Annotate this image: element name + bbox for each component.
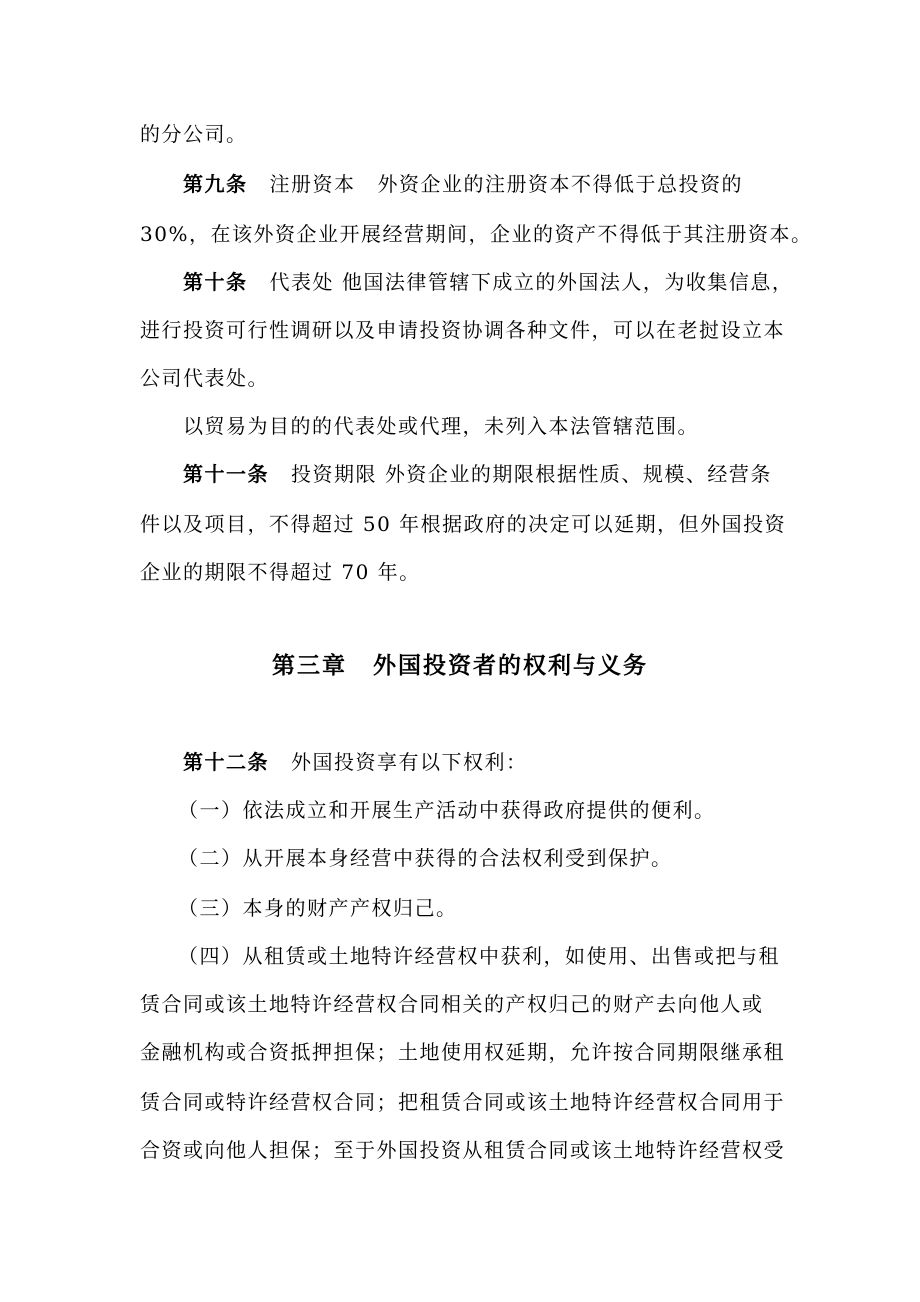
article-10-heading: 第十条 <box>183 270 248 294</box>
article-9-text: 外资企业的注册资本不得低于总投资的 <box>377 172 743 196</box>
article-10-text: 代表处 他国法律管辖下成立的外国法人，为收集信息， <box>269 270 794 294</box>
list-item-text: （二）从开展本身经营中获得的合法权利受到保护。 <box>178 846 673 870</box>
chapter-title: 外国投资者的权利与义务 <box>373 652 648 679</box>
article-10-note-text: 以贸易为目的的代表处或代理，未列入本法管辖范围。 <box>183 414 699 438</box>
chapter-heading <box>0 652 920 680</box>
article-11-heading: 第十一条 <box>183 462 269 486</box>
list-item-4-line-1 <box>178 944 790 968</box>
article-12-heading: 第十二条 <box>183 750 269 774</box>
list-item-text: 赁合同或该土地特许经营权合同相关的产权归己的财产去向他人或 <box>140 992 764 1016</box>
list-item-4-line-4 <box>140 1090 790 1114</box>
list-item-text: 合资或向他人担保；至于外国投资从租赁合同或该土地特许经营权受 <box>140 1138 785 1162</box>
list-item-text: 赁合同或特许经营权合同；把租赁合同或该土地特许经营权合同用于 <box>140 1090 785 1114</box>
article-9-topic: 注册资本 <box>269 172 356 196</box>
list-item <box>178 846 828 870</box>
article-9-text: 30%，在该外资企业开展经营期间，企业的资产不得低于其注册资本。 <box>140 222 813 246</box>
article-11-text: 企业的期限不得超过 70 年。 <box>140 560 421 584</box>
paragraph-continuation <box>140 122 790 146</box>
article-11-text: 件以及项目，不得超过 50 年根据政府的决定可以延期，但外国投资 <box>140 512 787 536</box>
article-10-line-1 <box>183 270 794 294</box>
article-11-line-1 <box>183 462 790 486</box>
article-10-note <box>183 414 790 438</box>
list-item-4-line-5 <box>140 1138 790 1162</box>
article-11-text: 投资期限 外资企业的期限根据性质、规模、经营条 <box>291 462 772 486</box>
chapter-number: 第三章 <box>272 652 347 679</box>
article-10-line-3 <box>140 366 790 390</box>
article-10-text: 公司代表处。 <box>140 366 269 390</box>
list-item-text: （三）本身的财产产权归己。 <box>178 896 458 920</box>
list-item-text: （一）依法成立和开展生产活动中获得政府提供的便利。 <box>178 798 716 822</box>
article-11-line-3 <box>140 560 790 584</box>
article-9-line-1 <box>183 172 790 196</box>
list-item-text: 金融机构或合资抵押担保；土地使用权延期，允许按合同期限继承租 <box>140 1040 785 1064</box>
list-item <box>178 896 828 920</box>
list-item <box>178 798 828 822</box>
article-9-line-2 <box>140 222 813 246</box>
list-item-4-line-2 <box>140 992 790 1016</box>
article-12-intro: 外国投资享有以下权利： <box>291 750 528 774</box>
list-item-4-line-3 <box>140 1040 790 1064</box>
article-10-line-2 <box>140 318 790 342</box>
article-10-text: 进行投资可行性调研以及申请投资协调各种文件，可以在老挝设立本 <box>140 318 785 342</box>
article-11-line-2 <box>140 512 790 536</box>
article-12-line-1 <box>183 750 790 774</box>
list-item-text: （四）从租赁或土地特许经营权中获利，如使用、出售或把与租 <box>178 944 780 968</box>
article-9-heading: 第九条 <box>183 172 248 196</box>
paragraph-text: 的分公司。 <box>140 122 248 146</box>
